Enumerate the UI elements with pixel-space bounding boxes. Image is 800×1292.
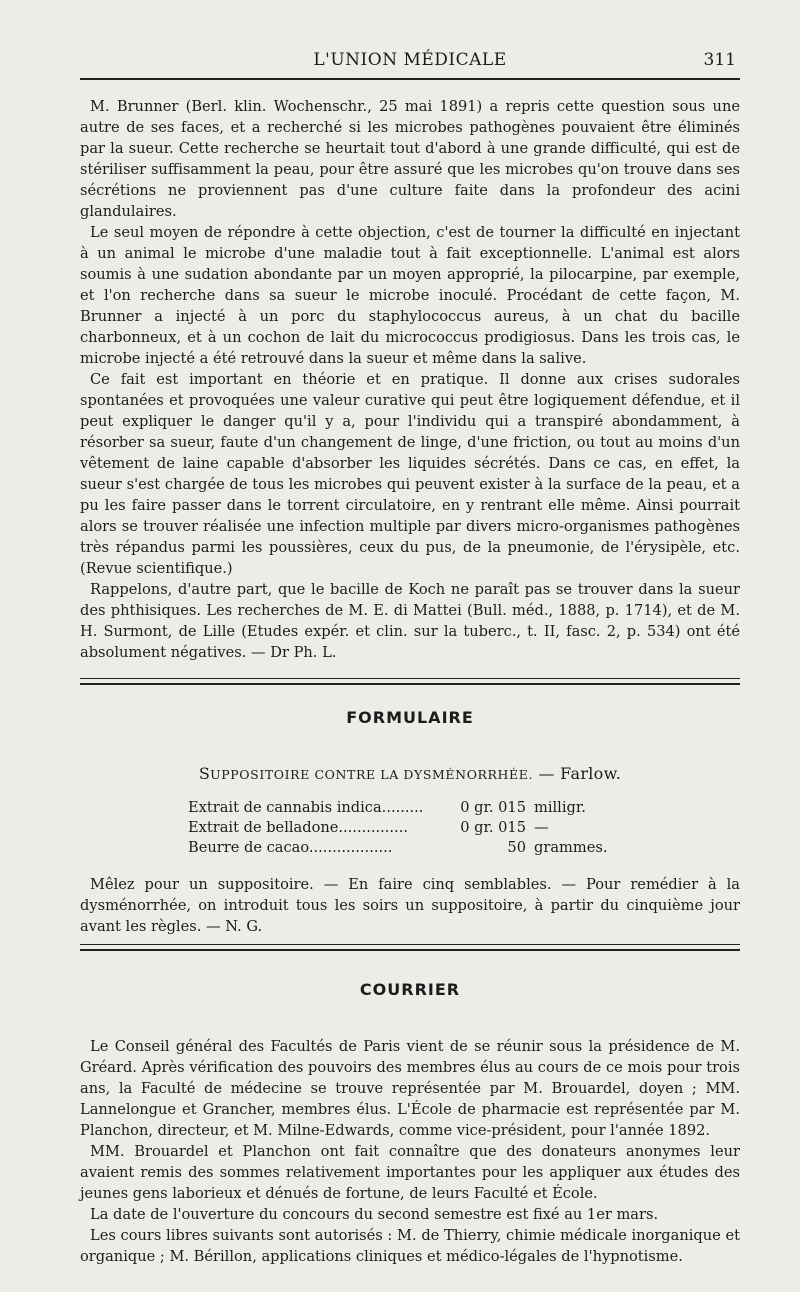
- formulaire-instructions: [80, 874, 740, 937]
- courrier-paragraph: Les cours libres suivants sont autorisés : M. de Thierry, chimie médicale inorganique et organique ; M. Bérillon, applications cliniques et médico-légales de l'hypnotisme.: [80, 1227, 740, 1265]
- article-paragraph: Rappelons, d'autre part, que le bacille de Koch ne paraît pas se trouver dans la sueur des phthisiques. Les recherches de M. E. di Mattei (Bull. méd., 1888, p. 1714), et de M. H. Surmont, de Lille (Etudes expér. et clin. sur la tuberc., t. II, fasc. 2, p. 534) ont été absolument négatives. — Dr Ph. L.: [80, 581, 740, 661]
- courrier-heading: COURRIER: [359, 980, 461, 999]
- article-paragraph: Le seul moyen de répondre à cette objection, c'est de tourner la difficulté en injectant à un animal le microbe d'une maladie tout à fait exceptionnelle. L'animal est alors soumis à une sudation abondante par un moyen approprié, la pilocarpine, par exemple, et l'on recherche dans sa sueur le microbe inoculé. Procédant de cette façon, M. Brunner a injecté à un porc du staphylococcus aureus, à un chat du bacille charbonneux, et à un cochon de lait du micrococcus prodigiosus. Dans les trois cas, le microbe injecté a été retrouvé dans la sueur et même dans la salive.: [80, 224, 740, 367]
- article-paragraph: M. Brunner (Berl. klin. Wochenschr., 25 mai 1891) a repris cette question sous une autre de ses faces, et a recherché si les microbes pathogènes pouvaient être éliminés par la sueur. Cette recherche se heurtait tout d'abord à une grande difficulté, qui est de stériliser suffisamment la peau, pour être assuré que les microbes qu'on trouve dans ses sécrétions ne proviennent pas d'une culture faite dans la profondeur des acini glandulaires.: [80, 98, 740, 220]
- recipe-title: [80, 764, 740, 783]
- section-divider: [80, 678, 740, 685]
- page-header: [80, 48, 740, 72]
- section-divider: [80, 944, 740, 951]
- ingredient-row: [188, 818, 648, 838]
- ingredient-unit: —: [534, 819, 549, 836]
- ingredient-list: [188, 798, 648, 858]
- header-rule: [80, 78, 740, 80]
- ingredient-quantity: 50: [507, 839, 526, 856]
- recipe-title-smallcaps: UPPOSITOIRE CONTRE LA DYSMÉNORRHÉE.: [210, 767, 534, 782]
- formulaire-heading: FORMULAIRE: [346, 708, 474, 727]
- courrier-paragraph: MM. Brouardel et Planchon ont fait connaître que des donateurs anonymes leur avaient remis des sommes relativement importantes pour les appliquer aux études des jeunes gens laborieux et dénués de fortune, de leurs Faculté et École.: [80, 1143, 740, 1202]
- ingredient-name: Extrait de cannabis indica.........: [188, 799, 424, 816]
- courrier-paragraph: La date de l'ouverture du concours du second semestre est fixé au 1er mars.: [90, 1206, 659, 1223]
- running-title: L'UNION MÉDICALE: [313, 50, 507, 70]
- ingredient-row: [188, 838, 648, 858]
- instructions-text: Mêlez pour un suppositoire. — En faire cinq semblables. — Pour remédier à la dysménorrhée, on introduit tous les soirs un suppositoire, à partir du cinquième jour avant les règles. — N. G.: [80, 876, 740, 935]
- courrier-paragraph: Le Conseil général des Facultés de Paris vient de se réunir sous la présidence de M. Gréard. Après vérification des pouvoirs des membres élus au cours de ce mois pour trois ans, la Faculté de médecine se trouve représentée par M. Brouardel, doyen ; MM. Lannelongue et Grancher, membres élus. L'École de pharmacie est représentée par M. Planchon, directeur, et M. Milne-Edwards, comme vice-président, pour l'année 1892.: [80, 1038, 740, 1139]
- article-paragraph: Ce fait est important en théorie et en pratique. Il donne aux crises sudorales spontanées et provoquées une valeur curative qui peut être logiquement défendue, et il peut expliquer le danger qu'il y a, pour l'individu qui a transpiré abondamment, à résorber sa sueur, faute d'un changement de linge, d'une friction, ou tout au moins d'un vêtement de laine capable d'absorber les liquides sécrétés. Dans ce cas, en effet, la sueur s'est chargée de tous les microbes qui peuvent exister à la surface de la peau, et a pu les faire passer dans le torrent circulatoire, en y rentrant elle même. Ainsi pourrait alors se trouver réalisée une infection multiple par divers micro-organismes pathogènes très répandus parmi les poussières, ceux du pus, de la pneumonie, de l'érysipèle, etc. (Revue scientifique.): [80, 371, 740, 577]
- ingredient-name: Extrait de belladone...............: [188, 819, 408, 836]
- ingredient-quantity: 0 gr. 015: [460, 799, 526, 816]
- recipe-author: — Farlow.: [533, 764, 622, 783]
- article-body: [80, 96, 740, 663]
- ingredient-quantity: 0 gr. 015: [460, 819, 526, 836]
- recipe-title-initial: S: [198, 764, 211, 783]
- page-number: 311: [703, 50, 736, 70]
- ingredient-unit: milligr.: [534, 799, 586, 816]
- ingredient-name: Beurre de cacao..................: [188, 839, 393, 856]
- ingredient-row: [188, 798, 648, 818]
- courrier-body: [80, 1036, 740, 1267]
- ingredient-unit: grammes.: [534, 839, 608, 856]
